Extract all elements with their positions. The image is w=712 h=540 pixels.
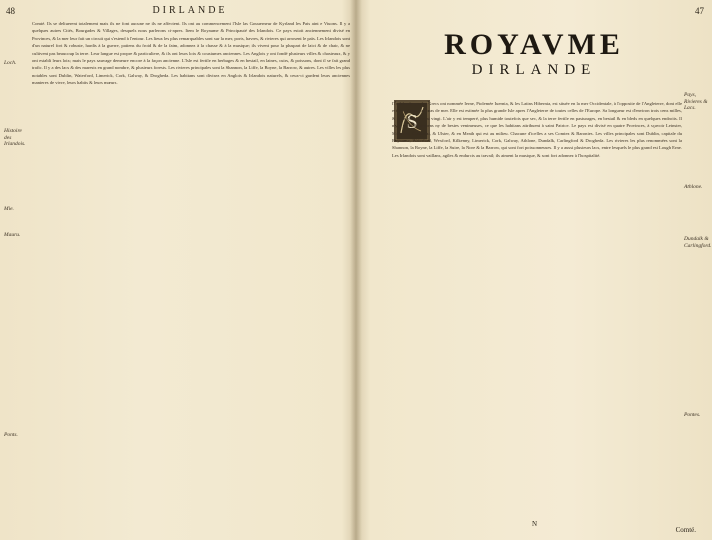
- catchword: Comté.: [675, 526, 696, 534]
- chapter-title: ROYAVME: [444, 28, 624, 61]
- body-paragraph: ITe Islande que les Grecs ont nommée Ierne, Ptolemée Iuernia, & les Latins Hibernia, est située en la mer Occidentale, à l'opposite de l'Angleterre, dont elle est separée par un bras de mer. Elle est estimée la plus grande Isle apres l'Angleterre de toutes celles de l'Europe. Sa longueur est d'environ trois cens milles, & sa largeur de cent vingt. L'air y est temperé, plus humide toutefois que sec, & la terre fertile en pasturages, en bestail & en bleds en quelques endroits. Il n'y a point de serpens ny de bestes venimeuses, ce que les habitans attribuent à saint Patrice. Le pays est divisé en quatre Provinces, à sçavoir Leinster, Mounster, Connacht, & Ulster, & en Meath qui est au milieu. Chacune d'icelles a ses Comtez & Baronies. Les villes principales sont Dublin, capitale du Royaume, Waterford, Wexford, Kilkenny, Limerick, Cork, Galway, Athlone, Dundalk, Carlingford & Drogheda. Les rivieres les plus renommées sont la Shannon, la Boyne, la Liffe, la Suire, la Nore & la Barrow, qui sont fort poissonneuses. Il y a aussi plusieurs lacs, entre lesquels le plus grand est Lough Erne. Les Irlandois sont vaillans, agiles & endurcis au travail; ils aiment la musique, & sont fort adonnez à l'hospitalité.: [392, 101, 682, 158]
- margin-note: Athlone.: [684, 184, 703, 190]
- right-page: [356, 0, 712, 540]
- left-body-text: [32, 20, 350, 520]
- margin-note: Ponts.: [4, 432, 18, 438]
- margin-note: Pays, Rivieres & Lacs.: [684, 92, 708, 111]
- chapter-subtitle: DIRLANDE: [471, 62, 597, 78]
- svg-text:S: S: [406, 111, 418, 133]
- margin-note: Dundalk & Carlingford.: [684, 236, 712, 249]
- margin-note: Histoire des Irlandois.: [4, 128, 26, 147]
- signature-mark: N: [532, 520, 538, 528]
- margin-note: Loch.: [4, 60, 17, 66]
- margin-note: Mie.: [4, 206, 14, 212]
- right-body-text: [392, 100, 682, 530]
- body-paragraph: Comté. Ils se deliuerent totalement mais ils ne font aucune ne ils ne affectent. Ils ont au commencement l'Isle las Gouuerneur de Kyrland les Pais aint e Viuons. Il y a quelques autres Cités, Bourgades & Villages, desquels nous parlerons ci-apres. Item le Royaume & Principauté des Irlandois. Ce pays estoit anciennement divisé en Provinces, & la mer leur fait un circuit qui s'estend à l'entour. Les lieux les plus remarquables sont sur la mer, ports, havres, & rivieres qui arrosent le païs. Les Irlandois sont d'un naturel fort & robuste, hardis à la guerre, patiens du froid & de la faim, adonnez à la chasse & à la musique; ils vivent pour la pluspart de laict & de chair, & ne cultivent pas beaucoup la terre. Leur langue est propre & particuliere, & ils ont leurs loix & coustumes anciennes. Les Anglois y ont fondé plusieurs villes & chasteaux, & y ont establi leurs loix; mais le pays sauvage demeure encore à la façon ancienne. L'Isle est fertile en herbages & en bestail, en laines, cuirs, & poissons, dont il se fait grand trafic. Il y a des lacs & des marests en grand nombre, & plusieurs forests. Les rivieres principales sont la Shannon, la Liffe, la Boyne, la Barrow, & autres. Les villes les plus notables sont Dublin, Waterford, Limerick, Cork, Galway, & Drogheda. Les habitans sont divisez en Anglois & Irlandois naturels, & ceux-ci gardent leurs anciennes manieres de vivre, leurs habits & leurs mœurs.: [32, 21, 350, 86]
- margin-note: Mauru.: [4, 232, 21, 238]
- running-head: DIRLANDE: [152, 5, 228, 16]
- left-page-number: 48: [6, 6, 15, 16]
- right-page-number: 47: [695, 6, 704, 16]
- margin-note: Pontes.: [684, 412, 701, 418]
